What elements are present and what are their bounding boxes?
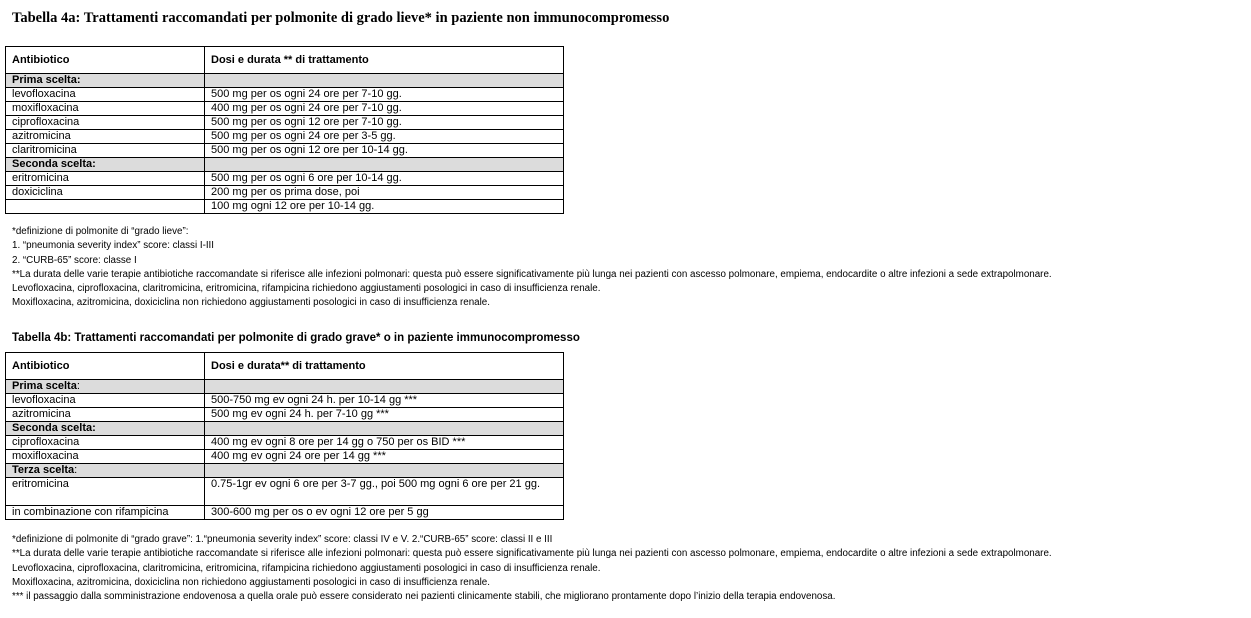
section-empty-cell	[205, 422, 564, 436]
section-empty-cell	[205, 74, 564, 88]
table-row	[6, 88, 564, 102]
header-antibiotico: Antibiotico	[6, 47, 205, 74]
table-row	[6, 130, 564, 144]
drug-cell: azitromicina	[6, 408, 205, 422]
drug-cell: in combinazione con rifampicina	[6, 506, 205, 520]
dose-cell: 200 mg per os prima dose, poi	[205, 186, 564, 200]
note-line: 1. “pneumonia severity index” score: classi I-III	[12, 240, 215, 252]
section-label-text: Prima scelta	[12, 380, 77, 392]
table-4b-body	[6, 353, 564, 520]
table-row	[6, 186, 564, 200]
dose-cell: 500 mg per os ogni 12 ore per 10-14 gg.	[205, 144, 564, 158]
section-row-prima-scelta	[6, 380, 564, 394]
table-row	[6, 436, 564, 450]
dose-cell: 300-600 mg per os o ev ogni 12 ore per 5 gg	[205, 506, 564, 520]
drug-cell: ciprofloxacina	[6, 116, 205, 130]
section-row-terza-scelta	[6, 464, 564, 478]
table-row	[6, 144, 564, 158]
table-row	[6, 408, 564, 422]
note-line: Moxifloxacina, azitromicina, doxiciclina non richiedono aggiustamenti posologici in caso di insufficienza renale.	[12, 297, 490, 309]
drug-cell: doxiciclina	[6, 186, 205, 200]
note-line: Levofloxacina, ciprofloxacina, claritromicina, eritromicina, rifampicina richiedono aggiustamenti posologici in caso di insufficienza renale.	[12, 562, 601, 574]
note-line: **La durata delle varie terapie antibiotiche raccomandate si riferisce alle infezioni polmonari: questa può essere significativamente più lunga nei pazienti con ascesso polmonare, empiema, endocardite o altre infezioni a sede extrapolmonare.	[12, 268, 1052, 280]
section-label	[6, 158, 205, 172]
note-line: 2. “CURB-65” score: classe I	[12, 254, 137, 266]
section-row-prima-scelta	[6, 74, 564, 88]
section-label	[6, 380, 205, 394]
dose-cell: 500 mg ev ogni 24 h. per 7-10 gg ***	[205, 408, 564, 422]
note-line: Levofloxacina, ciprofloxacina, claritromicina, eritromicina, rifampicina richiedono aggiustamenti posologici in caso di insufficienza renale.	[12, 283, 601, 295]
section-label-text: Terza scelta	[12, 464, 75, 476]
table-4b-title: Tabella 4b: Trattamenti raccomandati per polmonite di grado grave* o in paziente immunocompromesso	[12, 332, 580, 344]
table-4a	[5, 46, 564, 214]
dose-cell: 400 mg ev ogni 24 ore per 14 gg ***	[205, 450, 564, 464]
section-label-text: Prima scelta:	[12, 74, 81, 86]
drug-cell: azitromicina	[6, 130, 205, 144]
drug-cell: moxifloxacina	[6, 450, 205, 464]
header-dosi-durata: Dosi e durata ** di trattamento	[205, 47, 564, 74]
section-label-suffix: :	[76, 380, 80, 392]
table-row	[6, 394, 564, 408]
section-label-suffix: :	[74, 464, 78, 476]
drug-cell: levofloxacina	[6, 88, 205, 102]
dose-cell: 500 mg per os ogni 12 ore per 7-10 gg.	[205, 116, 564, 130]
table-row	[6, 102, 564, 116]
drug-cell: eritromicina	[6, 172, 205, 186]
section-row-seconda-scelta	[6, 158, 564, 172]
section-empty-cell	[205, 158, 564, 172]
table-row	[6, 478, 564, 506]
table-4b-notes	[12, 533, 1052, 604]
table-row	[6, 200, 564, 214]
table-4a-notes	[12, 225, 1052, 311]
table-row	[6, 116, 564, 130]
section-label-text: Seconda scelta:	[12, 158, 96, 170]
dose-cell: 0.75-1gr ev ogni 6 ore per 3-7 gg., poi 500 mg ogni 6 ore per 21 gg.	[205, 478, 564, 506]
table-4a-title: Tabella 4a: Trattamenti raccomandati per polmonite di grado lieve* in paziente non immunocompromesso	[12, 10, 670, 26]
section-label	[6, 464, 205, 478]
table-4b	[5, 352, 564, 520]
note-line: *** il passaggio dalla somministrazione endovenosa a quella orale può essere considerato nei pazienti clinicamente stabili, che migliorano prontamente dopo l’inizio della terapia endovenosa.	[12, 591, 836, 603]
header-dosi-durata: Dosi e durata** di trattamento	[205, 353, 564, 380]
table-row	[6, 506, 564, 520]
drug-cell: levofloxacina	[6, 394, 205, 408]
drug-cell: moxifloxacina	[6, 102, 205, 116]
note-line: Moxifloxacina, azitromicina, doxiciclina non richiedono aggiustamenti posologici in caso di insufficienza renale.	[12, 576, 490, 588]
section-label-text: Seconda scelta:	[12, 422, 96, 434]
dose-cell: 500-750 mg ev ogni 24 h. per 10-14 gg ***	[205, 394, 564, 408]
dose-cell: 400 mg per os ogni 24 ore per 7-10 gg.	[205, 102, 564, 116]
table-row	[6, 172, 564, 186]
table-4a-body	[6, 47, 564, 214]
section-label	[6, 422, 205, 436]
note-line: *definizione di polmonite di “grado grave”: 1.“pneumonia severity index” score: classi IV e V. 2.“CURB-65” score: classi II e III	[12, 534, 553, 545]
drug-cell	[6, 200, 205, 214]
section-label	[6, 74, 205, 88]
drug-cell: ciprofloxacina	[6, 436, 205, 450]
drug-cell: claritromicina	[6, 144, 205, 158]
note-line: **La durata delle varie terapie antibiotiche raccomandate si riferisce alle infezioni polmonari: questa può essere significativamente più lunga nei pazienti con ascesso polmonare, empiema, endocardite o altre infezioni a sede extrapolmonare.	[12, 548, 1052, 560]
table-row	[6, 450, 564, 464]
dose-cell: 500 mg per os ogni 24 ore per 7-10 gg.	[205, 88, 564, 102]
dose-cell: 500 mg per os ogni 6 ore per 10-14 gg.	[205, 172, 564, 186]
dose-cell: 400 mg ev ogni 8 ore per 14 gg o 750 per os BID ***	[205, 436, 564, 450]
dose-cell: 100 mg ogni 12 ore per 10-14 gg.	[205, 200, 564, 214]
table-header-row	[6, 353, 564, 380]
header-antibiotico: Antibiotico	[6, 353, 205, 380]
table-header-row	[6, 47, 564, 74]
section-empty-cell	[205, 464, 564, 478]
dose-cell: 500 mg per os ogni 24 ore per 3-5 gg.	[205, 130, 564, 144]
section-empty-cell	[205, 380, 564, 394]
note-line: *definizione di polmonite di “grado lieve”:	[12, 226, 189, 237]
drug-cell: eritromicina	[6, 478, 205, 506]
section-row-seconda-scelta	[6, 422, 564, 436]
